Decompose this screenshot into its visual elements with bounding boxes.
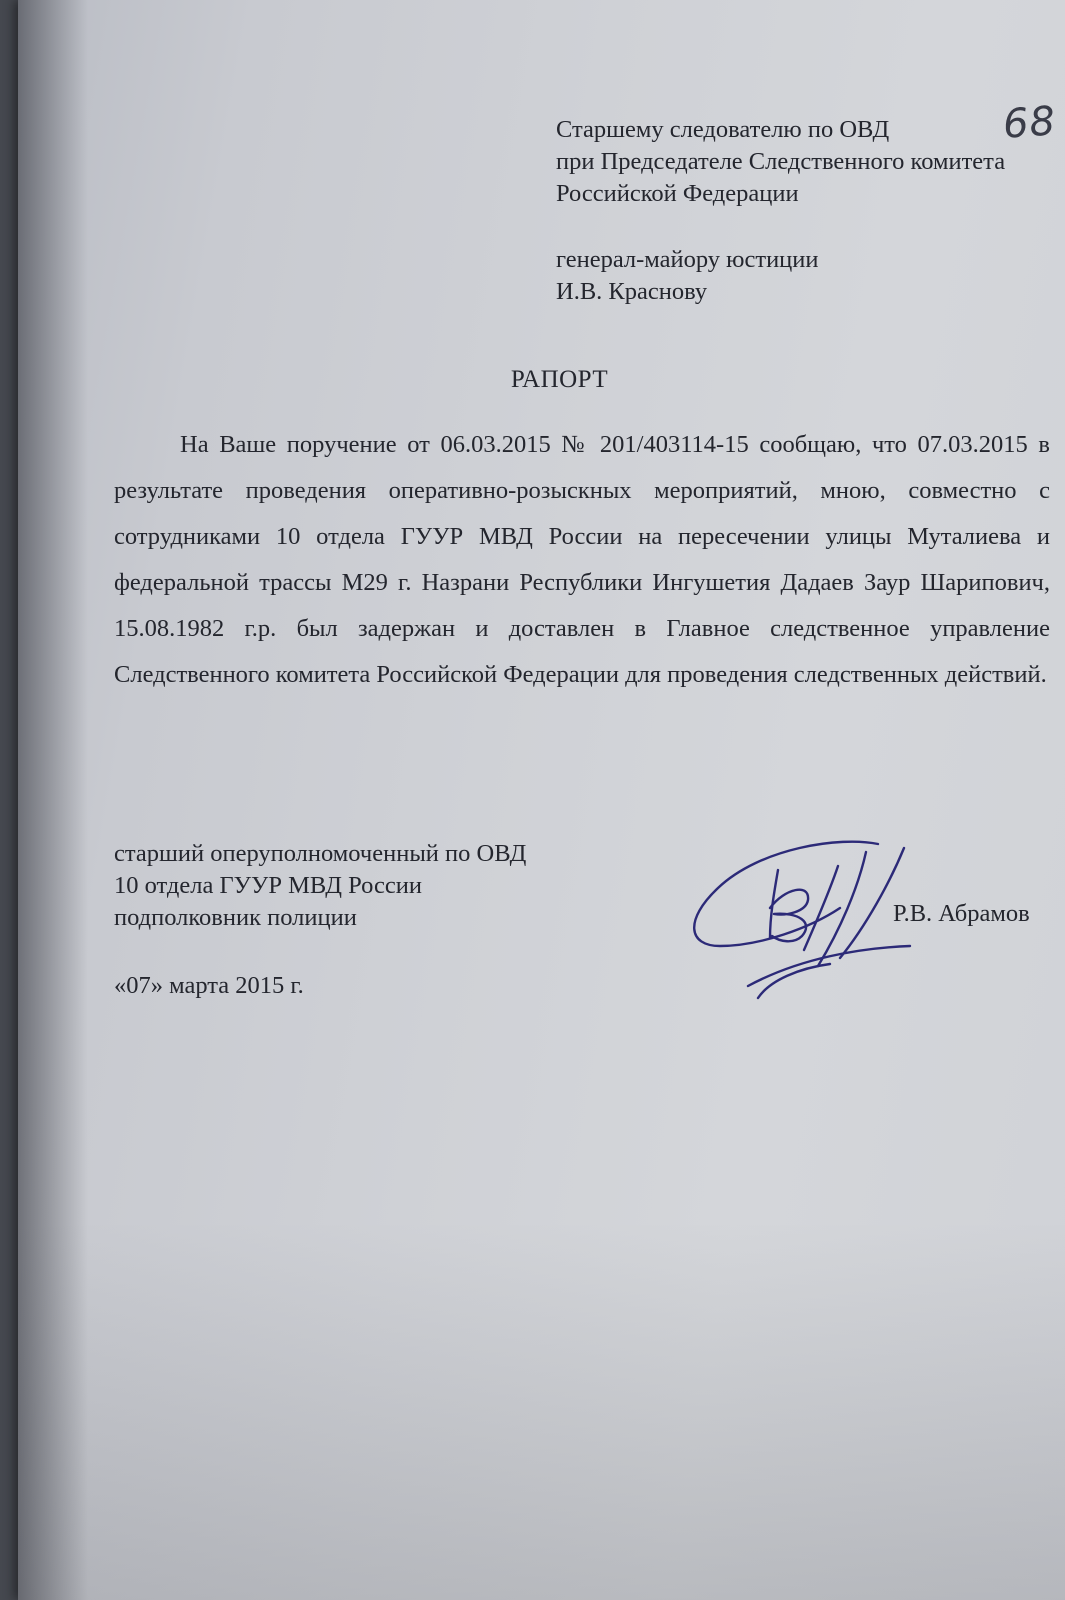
handwritten-page-number: 68	[1001, 98, 1058, 148]
addressee-block	[556, 114, 1056, 308]
addressee-line: Старшему следователю по ОВД	[556, 116, 890, 143]
signer-position-line: старший оперуполномоченный по ОВД	[114, 840, 527, 867]
signer-department-line: 10 отдела ГУУР МВД России	[114, 872, 422, 899]
addressee-name-line: И.В. Краснову	[556, 278, 708, 305]
signer-name: Р.В. Абрамов	[893, 900, 1030, 927]
addressee-line: при Председателе Следственного комитета	[556, 148, 1006, 175]
report-body	[114, 422, 1050, 698]
addressee-rank-line: генерал-майору юстиции	[556, 246, 819, 273]
document-date: «07» марта 2015 г.	[114, 972, 304, 999]
signer-block	[114, 838, 634, 934]
document-page	[18, 0, 1065, 1600]
signer-rank-line: подполковник полиции	[114, 904, 357, 931]
report-paragraph: На Ваше поручение от 06.03.2015 № 201/403114-15 сообщаю, что 07.03.2015 в результате проведения оперативно-розыскных мероприятий, мною, совместно с сотрудниками 10 отдела ГУУР МВД России на пересечении улицы Муталиева и федеральной трассы М29 г. Назрани Республики Ингушетия Дадаев Заур Шарипович, 15.08.1982 г.р. был задержан и доставлен в Главное следственное управление Следственного комитета Российской Федерации для проведения следственных действий.	[114, 431, 1050, 688]
addressee-gap	[556, 210, 1056, 244]
document-title: РАПОРТ	[510, 366, 609, 393]
addressee-line: Российской Федерации	[556, 180, 799, 207]
